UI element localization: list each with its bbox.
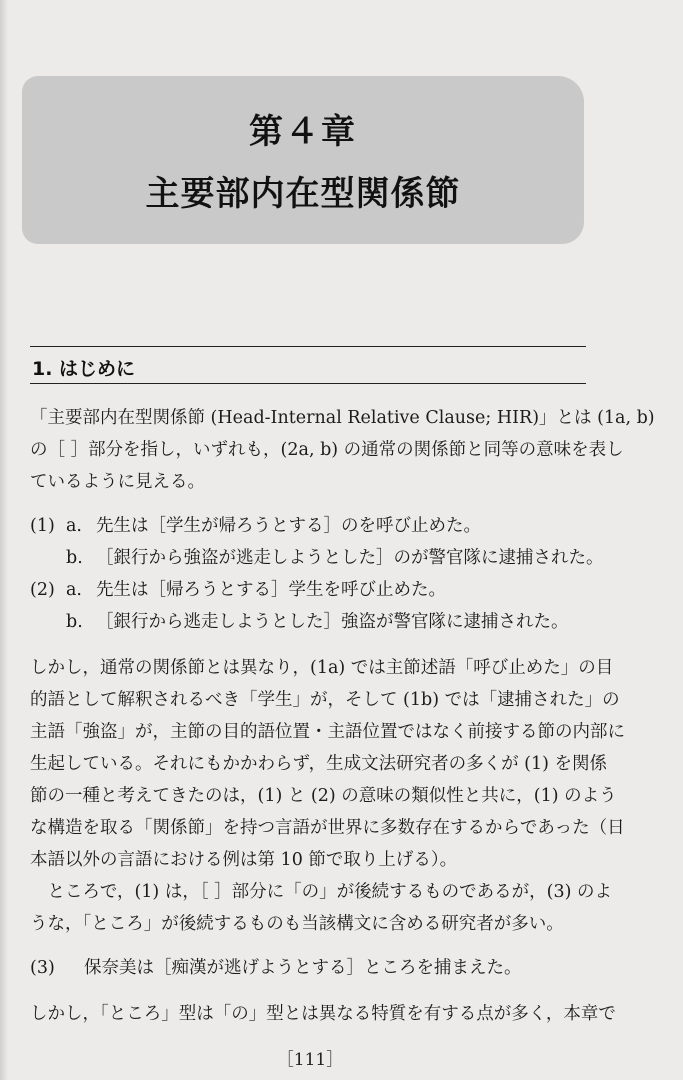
example-text: ［銀行から逃走しようとした］強盗が警官隊に逮捕された。 [96,612,569,632]
body-line: 本語以外の言語における例は第 10 節で取り上げる）。 [30,850,458,870]
body-line: 生起している。それにもかかわらず，生成文法研究者の多くが (1) を関係 [30,754,608,774]
example-text: ［銀行から強盗が逃走しようとした］のが警官隊に逮捕された。 [96,548,604,568]
body-line: うな，「ところ」が後続するものも当該構文に含める研究者が多い。 [30,914,564,934]
example-letter: b. [66,612,83,632]
example-text: 先生は［学生が帰ろうとする］のを呼び止めた。 [96,516,481,536]
example-letter: a. [66,516,82,536]
example-number: (1) [30,516,55,536]
body-line: 的語として解釈されるべき「学生」が，そして (1b) では「逮捕された」の [30,690,620,710]
page-number: ［111］ [276,1050,344,1070]
body-line: 節の一種と考えてきたのは，(1) と (2) の意味の類似性と共に，(1) のよう [30,786,617,806]
body-line: しかし，通常の関係節とは異なり，(1a) では主節述語「呼び止めた」の目 [30,658,614,678]
body-line: ところで，(1) は，［ ］部分に「の」が後続するものであるが，(3) のよ [30,882,612,902]
example-letter: b. [66,548,83,568]
example-letter: a. [66,580,82,600]
body-line: な構造を取る「関係節」を持つ言語が世界に多数存在するからであった（日 [30,818,625,838]
example-text: 先生は［帰ろうとする］学生を呼び止めた。 [96,580,446,600]
body-line: 主語「強盗」が，主節の目的語位置・主語位置ではなく前接する節の内部に [30,722,625,742]
intro-line: ているように見える。 [30,472,205,492]
chapter-title: 主要部内在型関係節 [145,174,461,214]
intro-line: 「主要部内在型関係節 (Head-Internal Relative Clause; HIR)」とは (1a, b) [30,408,655,428]
section-heading: 1. はじめに [32,358,136,380]
example-number: (2) [30,580,55,600]
example-text: 保奈美は［痴漢が逃げようとする］ところを捕まえた。 [84,958,522,978]
chapter-banner [22,76,584,244]
intro-line: の［ ］部分を指し，いずれも，(2a, b) の通常の関係節と同等の意味を表し [30,440,624,460]
example-number: (3) [30,958,55,978]
section-heading-rule [30,346,586,384]
chapter-number: 第４章 [249,112,357,152]
page-edge [0,0,8,1080]
body-line: しかし，「ところ」型は「の」型とは異なる特質を有する点が多く，本章で [30,1004,616,1024]
